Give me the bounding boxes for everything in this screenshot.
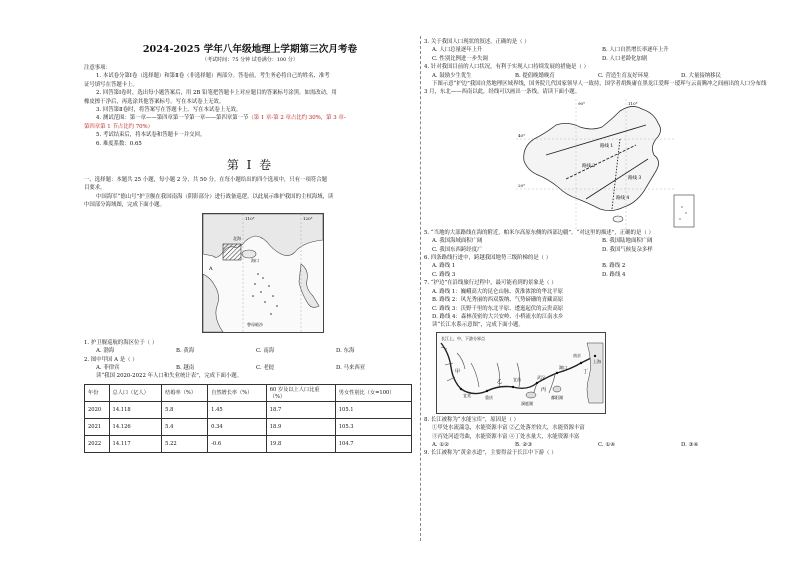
question-7: 7. “护边”在沿线旅行过程中，最可能看到的景象是（ ） (424, 280, 557, 287)
question-3: 3. 关于我国人口现状的叙述，正确的是（ ） (424, 39, 530, 45)
river-label-yibin: 宜宾 (463, 392, 471, 398)
lat-20-label: 20° (518, 182, 526, 188)
table-cell: 19.8 (266, 435, 335, 452)
river-label-poyang: 鄱阳湖 (551, 394, 563, 400)
option[interactable]: D. 马来西亚 (336, 364, 366, 371)
table-header: 年份 (85, 384, 110, 401)
question-3-options (424, 46, 764, 63)
table-row (85, 401, 412, 418)
patrol-zone (223, 244, 241, 260)
table-header-row (85, 384, 412, 401)
notice-heading: 注意事项： (84, 65, 111, 71)
river-map-svg (437, 333, 605, 413)
section-intro: 目要求。 (84, 185, 106, 192)
exam-title: 2024-2025 学年八年级地理上学期第三次月考卷 (142, 44, 358, 55)
material-text: 下图示意“护边”我国自然地理区域界线，国务院几代国家领导人一致持，国学者胡焕庸在黑龙江爱辉一瑷珲与云南腾冲之间画出的人口分布线 (432, 81, 767, 88)
column-divider (420, 36, 422, 541)
question-5-options (424, 237, 764, 254)
table-intro: 读“我国 2020-2022 年人口和失业统计表”，完成下面小题。 (96, 373, 243, 380)
table-cell: 5.22 (162, 435, 208, 452)
table-row (85, 435, 412, 452)
table-cell: 14.117 (109, 435, 162, 452)
option[interactable]: A. 路线 1：巍峨高大的昆仑山脉、黄淮浓浓的华北平原 (432, 288, 564, 295)
table-cell: 5.8 (162, 401, 208, 418)
option[interactable]: C. 我国东西跨经度广 (432, 246, 483, 253)
table-cell: 105.3 (335, 418, 411, 435)
question-5: 5. “当地的大部路线在海的附近，帕米尔高原东侧的西部边疆”。“对这里的描述”，正确的是（ ） (424, 229, 654, 236)
table-cell: 14.118 (109, 401, 162, 418)
notice-scope-text: 4. 测试范围：第一章——第四章第一节第一章——第四章第一节 (96, 115, 249, 122)
table-cell: 105.1 (335, 401, 411, 418)
map-lon-110: 110° (245, 215, 255, 221)
question-2-options (84, 364, 416, 372)
table-cell: 104.7 (335, 435, 411, 452)
option[interactable]: A. 鼓励少生优生 (432, 72, 472, 79)
option[interactable]: B. 路线 2：风光秀丽的西双版纳、气势磅礴的青藏高原 (432, 297, 564, 304)
option[interactable]: D. 路线 4 (602, 271, 626, 278)
table-header: 男女性别比（女=100） (335, 384, 411, 401)
table-header: 结婚率（%） (162, 384, 208, 401)
river-label-wuhan: 武汉 (537, 374, 545, 380)
south-sea-inset (674, 195, 694, 227)
question-9: 9. 长江被称为“黄金水道”，主要得益于长江中下游（ ） (424, 450, 557, 457)
china-route-map (516, 99, 696, 229)
map-label-haikou: 海口 (251, 257, 259, 263)
table-cell: 2022 (85, 435, 110, 452)
option[interactable]: A. 人口总量逐年上升 (432, 47, 483, 54)
notice-line: 证号填写在答题卡上。 (84, 81, 138, 88)
option[interactable]: C. 路线 3 (432, 271, 456, 278)
sea-map-svg (203, 214, 323, 332)
question-8-statement: ①甲处水流湍急，水能资源丰富 ②乙处落差较大，水能资源丰富 (432, 425, 585, 432)
question-8-statement: ③丙处河道弯曲，水能资源丰富 ④丁处水量大，水能资源丰富 (432, 433, 580, 440)
question-1-options (84, 347, 416, 355)
question-8-options (424, 441, 764, 449)
option[interactable]: B. 人口自然增长率逐年上升 (602, 47, 669, 54)
option[interactable]: D. 我国气候复杂多样 (602, 246, 653, 253)
population-table (84, 384, 412, 453)
part-title: 第 Ⅰ 卷 (226, 158, 274, 173)
notice-line: 橡皮擦干净后，再选涂其他答案标号。写在本试卷上无效。 (84, 98, 225, 105)
question-2: 2. 图中甲国 A 是（ ） (84, 356, 138, 363)
table-header: 自然增长率（%） (208, 384, 267, 401)
river-label-yi: 乙 (497, 378, 503, 385)
table-cell: 14.126 (109, 418, 162, 435)
option[interactable]: A. ①② (432, 441, 449, 448)
table-cell: 2020 (85, 401, 110, 418)
option[interactable]: D. ③④ (681, 441, 699, 448)
table-cell: 0.34 (208, 418, 267, 435)
notice-line: 1. 本试卷分第Ⅰ卷（选择题）和第Ⅱ卷（非选择题）两部分。答卷前，考生务必将自己的姓名、准考 (96, 73, 330, 80)
river-label-chongqing: 重庆 (485, 394, 493, 400)
option[interactable]: B. 提倡晚婚晚育 (515, 72, 555, 79)
map-label-a: A (209, 265, 213, 272)
river-label-shanghai: 上海 (593, 358, 601, 364)
south-china-sea-map (202, 213, 324, 333)
table-header: 60 岁及以上人口比重（%） (266, 384, 335, 401)
material-text: 中国海军“德山号”护卫舰在我国南海（阴影部分）进行战备巡逻。以此展示维护我国的主权海域，读 (96, 193, 334, 200)
notice-difficulty: 6. 难度系数：0.65 (96, 140, 142, 147)
option[interactable]: A. 菲律宾 (96, 364, 120, 371)
option[interactable]: D. 大量接纳移民 (681, 72, 721, 79)
option[interactable]: B. 路线 2 (602, 263, 626, 270)
exam-subtitle: （考试时间：75 分钟 试卷满分：100 分） (202, 57, 298, 63)
option[interactable]: A. 我国海域面积广阔 (432, 238, 483, 245)
question-4-options (424, 72, 764, 80)
table-cell: 5.4 (162, 418, 208, 435)
question-6: 6. 四条路线行进中，跨越我国地势三级阶梯的是（ ） (424, 255, 552, 262)
material-text: 中国部分海域图，完成下面小题。 (84, 202, 165, 209)
river-label-bing: 丙 (541, 386, 547, 393)
map-lon-120: 120° (303, 215, 313, 221)
route-4-label: 路线 4 (616, 195, 630, 201)
table-cell: -0.6 (208, 435, 267, 452)
river-label-nanjing: 南京 (573, 352, 581, 358)
option[interactable]: B. ②③ (515, 441, 533, 448)
table-cell: 18.9 (266, 418, 335, 435)
route-2-label: 路线 2 (582, 163, 596, 169)
river-label-yichang: 宜昌 (513, 376, 521, 382)
river-label-hukou: 湖口 (559, 364, 567, 370)
table-cell: 2021 (85, 418, 110, 435)
notice-line: 2. 回答第Ⅰ卷时，选出每小题答案后，用 2B 铅笔把答题卡上对应题目的答案标号涂黑。如需改动，用 (96, 90, 337, 97)
notice-scope (84, 114, 416, 122)
river-label-dongting: 洞庭湖 (521, 400, 533, 406)
china-map-svg (516, 99, 696, 229)
table-cell: 1.45 (208, 401, 267, 418)
option[interactable]: A. 渤海 (96, 348, 115, 355)
option[interactable]: C. 南海 (256, 348, 275, 355)
route-3-label: 路线 3 (628, 175, 642, 181)
river-label-ding: 丁 (583, 368, 589, 375)
yangtze-river-map (436, 332, 606, 414)
option[interactable]: C. 性别比例进一步失调 (432, 55, 488, 62)
river-label-division: 长江上、中、下游分界点 (441, 335, 485, 341)
option[interactable]: B. 越南 (176, 364, 195, 371)
option[interactable]: B. 黄海 (176, 348, 195, 355)
table-header: 总人口（亿人） (109, 384, 162, 401)
option[interactable]: D. 人口老龄化加剧 (602, 55, 648, 62)
option[interactable]: C. 营造生育友好环境 (598, 72, 649, 79)
notice-scope-ratio: （第 1 章-第 2 章占比约 30%，第 3 章- (248, 115, 346, 122)
option[interactable]: C. 路线 3：沃野千里的东北平原、逶迤起伏的云贵高原 (432, 305, 564, 312)
option[interactable]: C. ①④ (598, 441, 616, 448)
material-text: 读“长江水系示意图”，完成下面小题。 (432, 322, 524, 329)
section-intro: 一、选择题：本题共 25 小题，每小题 2 分，共 50 分。在每小题给出的四个选项中，只有一项符合题 (84, 177, 328, 184)
table-row (85, 418, 412, 435)
map-label-beihai: 北海 (233, 235, 241, 241)
notice-line: 3. 回答第Ⅱ卷时，将答案写在答题卡上。写在本试卷上无效。 (96, 107, 242, 114)
right-column (424, 38, 767, 458)
option[interactable]: B. 我国陆地面积广阔 (602, 238, 653, 245)
question-4: 4. 针对我国目前的人口状况，有利于实现人口持续发展的措施是（ ） (424, 64, 589, 71)
notice-line: 5. 考试结束后，将本试卷和答题卡一并交回。 (96, 132, 206, 139)
map-label-zengmu: 曾母暗沙 (247, 321, 263, 327)
lon-110-label: 110° (628, 100, 638, 106)
question-8: 8. 长江被称为“水能宝库”，原因是（ ） (424, 416, 519, 423)
notice-scope-ratio-2: 第四章第 1 节占比约 70%） (84, 123, 154, 130)
lat-40-label: 40° (518, 132, 526, 138)
material-text: 3 月，东北——西南以此，经线可以画出一条线。请读下面小题。 (424, 89, 581, 96)
river-label-jia: 甲 (455, 368, 461, 375)
option[interactable]: D. 路线 4：森林茂密的大兴安岭、小桥流水的江南水乡 (432, 313, 564, 320)
option[interactable]: A. 路线 1 (432, 263, 456, 270)
route-1-label: 路线 1 (600, 143, 614, 149)
question-6-options (424, 262, 764, 279)
table-cell: 18.7 (266, 401, 335, 418)
option[interactable]: C. 老挝 (256, 364, 275, 371)
lon-90-label: 90° (578, 100, 586, 106)
question-1: 1. 护卫舰巡航的海区位于（ ） (84, 339, 158, 346)
option[interactable]: D. 东海 (336, 348, 355, 355)
left-column (84, 34, 416, 453)
